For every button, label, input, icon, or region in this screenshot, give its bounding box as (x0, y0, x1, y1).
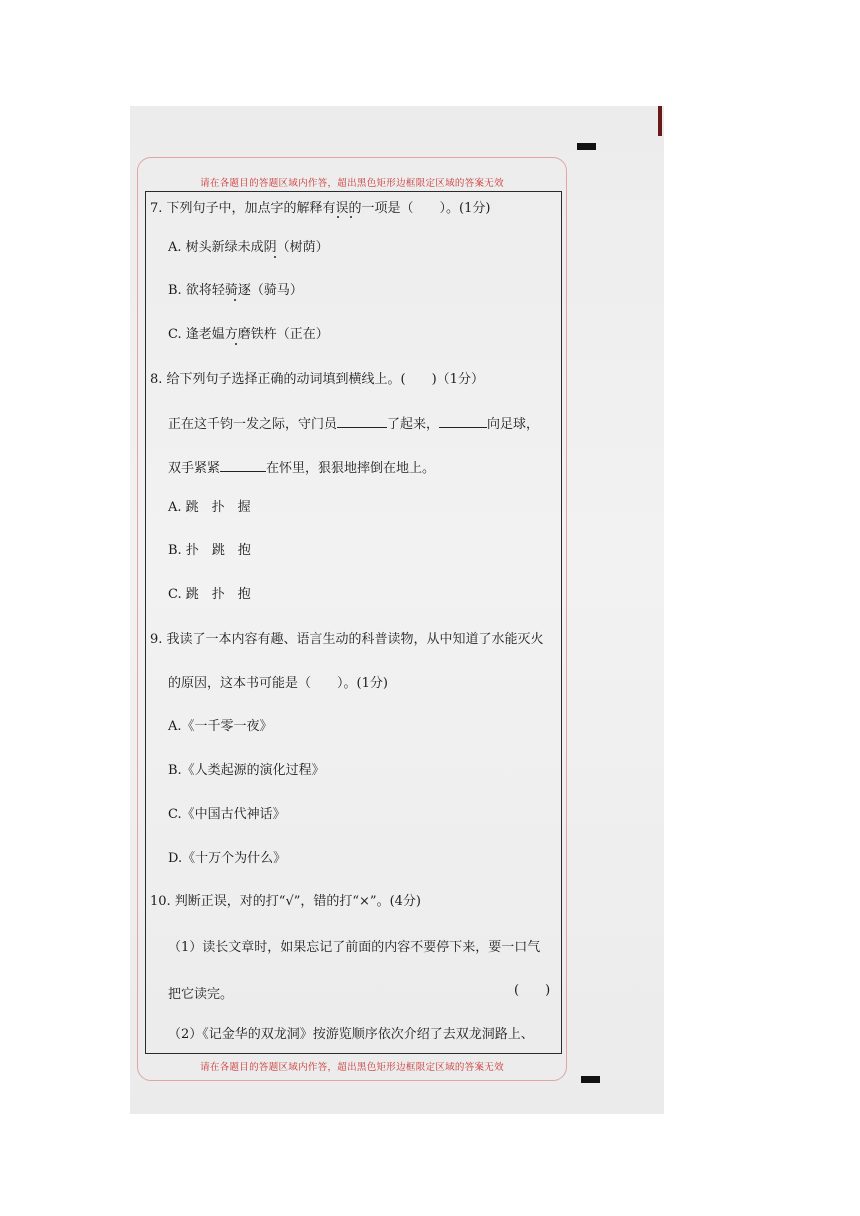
q7-option-b: B. 欲将轻骑逐（骑马） (168, 283, 303, 298)
emphasis-dot (234, 299, 236, 301)
warning-bottom: 请在各题目的答题区域内作答，超出黑色矩形边框限定区域的答案无效 (200, 1062, 504, 1073)
warning-top: 请在各题目的答题区域内作答，超出黑色矩形边框限定区域的答案无效 (200, 178, 504, 189)
alignment-mark-bottom (581, 1076, 600, 1083)
q10-item1-line1: （1）读长文章时，如果忘记了前面的内容不要停下来，要一口气 (168, 940, 541, 955)
q10-item1-line2: 把它读完。 (168, 987, 234, 1002)
q8-text-3: 向足球， (487, 417, 540, 432)
q7-option-a: A. 树头新绿未成阴（树荫） (168, 240, 329, 255)
q8-sentence-line1 (168, 415, 539, 433)
q8-text-4: 双手紧紧 (168, 461, 221, 476)
emphasis-dot (235, 343, 237, 345)
sheet-edge-mark (658, 106, 662, 136)
q10-stem: 10. 判断正误，对的打“√”，错的打“×”。(4分) (150, 894, 421, 909)
q10-item1-answer-paren[interactable]: ( ) (514, 983, 551, 998)
q8-text-5: 在怀里，狠狠地摔倒在地上。 (266, 461, 436, 476)
q8-option-c: C. 跳 扑 抱 (168, 587, 251, 602)
q7-option-c: C. 逢老媪方磨铁杵（正在） (168, 327, 329, 342)
q9-option-b: B.《人类起源的演化过程》 (168, 763, 325, 778)
fill-blank-2[interactable] (439, 415, 487, 428)
fill-blank-1[interactable] (337, 415, 387, 428)
emphasis-dot (350, 216, 352, 218)
q9-option-c: C.《中国古代神话》 (168, 807, 286, 822)
q7-stem: 7. 下列句子中，加点字的解释有误的一项是（ ）。(1分) (150, 201, 491, 216)
q8-stem: 8. 给下列句子选择正确的动词填到横线上。( )（1分） (150, 372, 484, 387)
q9-stem-line1: 9. 我读了一本内容有趣、语言生动的科普读物，从中知道了水能灭火 (150, 632, 544, 647)
q8-option-a: A. 跳 扑 握 (168, 500, 251, 515)
q8-text-1: 正在这千钧一发之际，守门员 (168, 417, 338, 432)
q9-stem-line2: 的原因，这本书可能是（ ）。(1分) (168, 676, 388, 691)
q8-sentence-line2 (168, 459, 435, 477)
answer-box (145, 191, 562, 1054)
q8-text-2: 了起来， (387, 417, 440, 432)
q10-item2-line1: （2）《记金华的双龙洞》按游览顺序依次介绍了去双龙洞路上、 (168, 1027, 534, 1042)
emphasis-dot (337, 216, 339, 218)
alignment-mark-top (577, 143, 596, 150)
emphasis-dot (274, 256, 276, 258)
fill-blank-3[interactable] (220, 459, 266, 472)
q9-option-d: D.《十万个为什么》 (168, 851, 287, 866)
q8-option-b: B. 扑 跳 抱 (168, 543, 251, 558)
q9-option-a: A.《一千零一夜》 (168, 719, 273, 734)
